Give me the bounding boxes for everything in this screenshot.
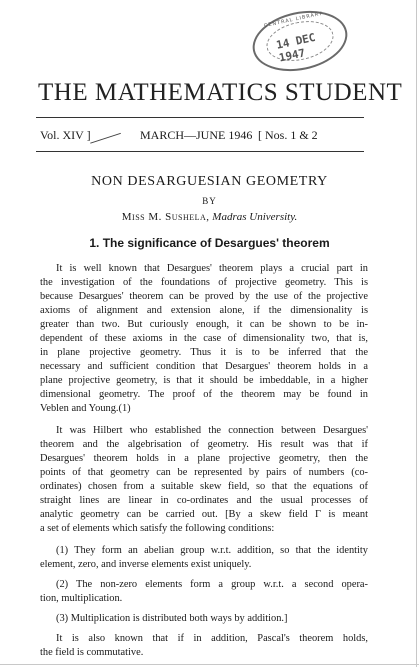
article-title: NON DESARGUESIAN GEOMETRY <box>91 174 328 189</box>
condition-item: element, zero, and inverse elements exist uniquely. <box>40 559 252 570</box>
volume-label: Vol. XIV ] <box>40 128 91 142</box>
issue-numbers: [ Nos. 1 & 2 <box>258 128 318 142</box>
author-name: Miss M. Sushela, <box>121 211 210 223</box>
author-line <box>0 211 419 223</box>
body-line: necessary and sufficient condition that Desargues' theorem holds in a <box>40 361 368 372</box>
body-line: It is also known that if in addition, Pascal's theorem holds, <box>56 633 368 644</box>
body-line: points of that geometry can be represented by pairs of numbers (co- <box>40 467 368 478</box>
body-line: Veblen and Young.(1) <box>40 403 131 414</box>
body-line: It was Hilbert who established the connection between Desargues' <box>56 425 368 436</box>
issue-line <box>40 128 368 144</box>
library-date-stamp <box>247 3 353 80</box>
body-line: Desargues' theorem holds in a plane projective geometry, then the <box>40 453 368 464</box>
section-heading: 1. The significance of Desargues' theorem <box>89 236 330 250</box>
body-line: It is well known that Desargues' theorem plays a crucial part in <box>56 263 368 274</box>
condition-item: (3) Multiplication is distributed both ways by addition.] <box>56 613 288 624</box>
stamp-date: 14 DEC 1947 <box>275 30 317 65</box>
condition-item: (2) The non-zero elements form a group w.r.t. a second opera- <box>56 579 368 590</box>
journal-title: THE MATHEMATICS STUDENT <box>38 79 403 106</box>
body-line: axioms of alignment and extension alone, if the dimensionality is <box>40 305 368 316</box>
author-affiliation: Madras University. <box>212 211 298 223</box>
body-line: the investigation of the foundations of projective geometry. This is <box>40 277 368 288</box>
body-line: because Desargues' theorem can be proved by the use of the projective <box>40 291 368 302</box>
header-rule-top <box>36 117 364 118</box>
body-line: in plane projective geometry. Thus it is to be inferred that the <box>40 347 368 358</box>
byline-by: BY <box>202 196 217 206</box>
page-border-bottom <box>0 664 419 665</box>
body-line: analytic geometry can be carried out. [By a skew field Γ is meant <box>40 509 368 520</box>
body-line: plane projective geometry, is that it should be imbeddable, in a higher <box>40 375 368 386</box>
condition-item: tion, multiplication. <box>40 593 123 604</box>
body-line: straight lines are linear in co-ordinates and the usual processes of <box>40 495 368 506</box>
body-line: theorem and the algebrisation of geometry. His result was that if <box>40 439 368 450</box>
header-rule-bottom <box>36 151 364 152</box>
body-line: the field is commutative. <box>40 647 144 658</box>
body-line: greater than two. But curiously enough, it can be shown to be in- <box>40 319 368 330</box>
body-line: a set of elements which satisfy the following conditions: <box>40 523 275 534</box>
body-line: dependent of these axioms in the case of dimensionality two, that is, <box>40 333 368 344</box>
body-line: ordinates) chosen from a suitable skew field, so that the equations of <box>40 481 368 492</box>
condition-item: (1) They form an abelian group w.r.t. addition, so that the identity <box>56 545 368 556</box>
issue-date: MARCH—JUNE 1946 <box>140 128 253 142</box>
stamp-arc-text: CENTRAL LIBRARY <box>263 10 324 30</box>
page-border-right <box>416 0 417 667</box>
pencil-mark <box>87 123 121 143</box>
body-line: dimensional geometry. The proof of the theorem may be found in <box>40 389 368 400</box>
